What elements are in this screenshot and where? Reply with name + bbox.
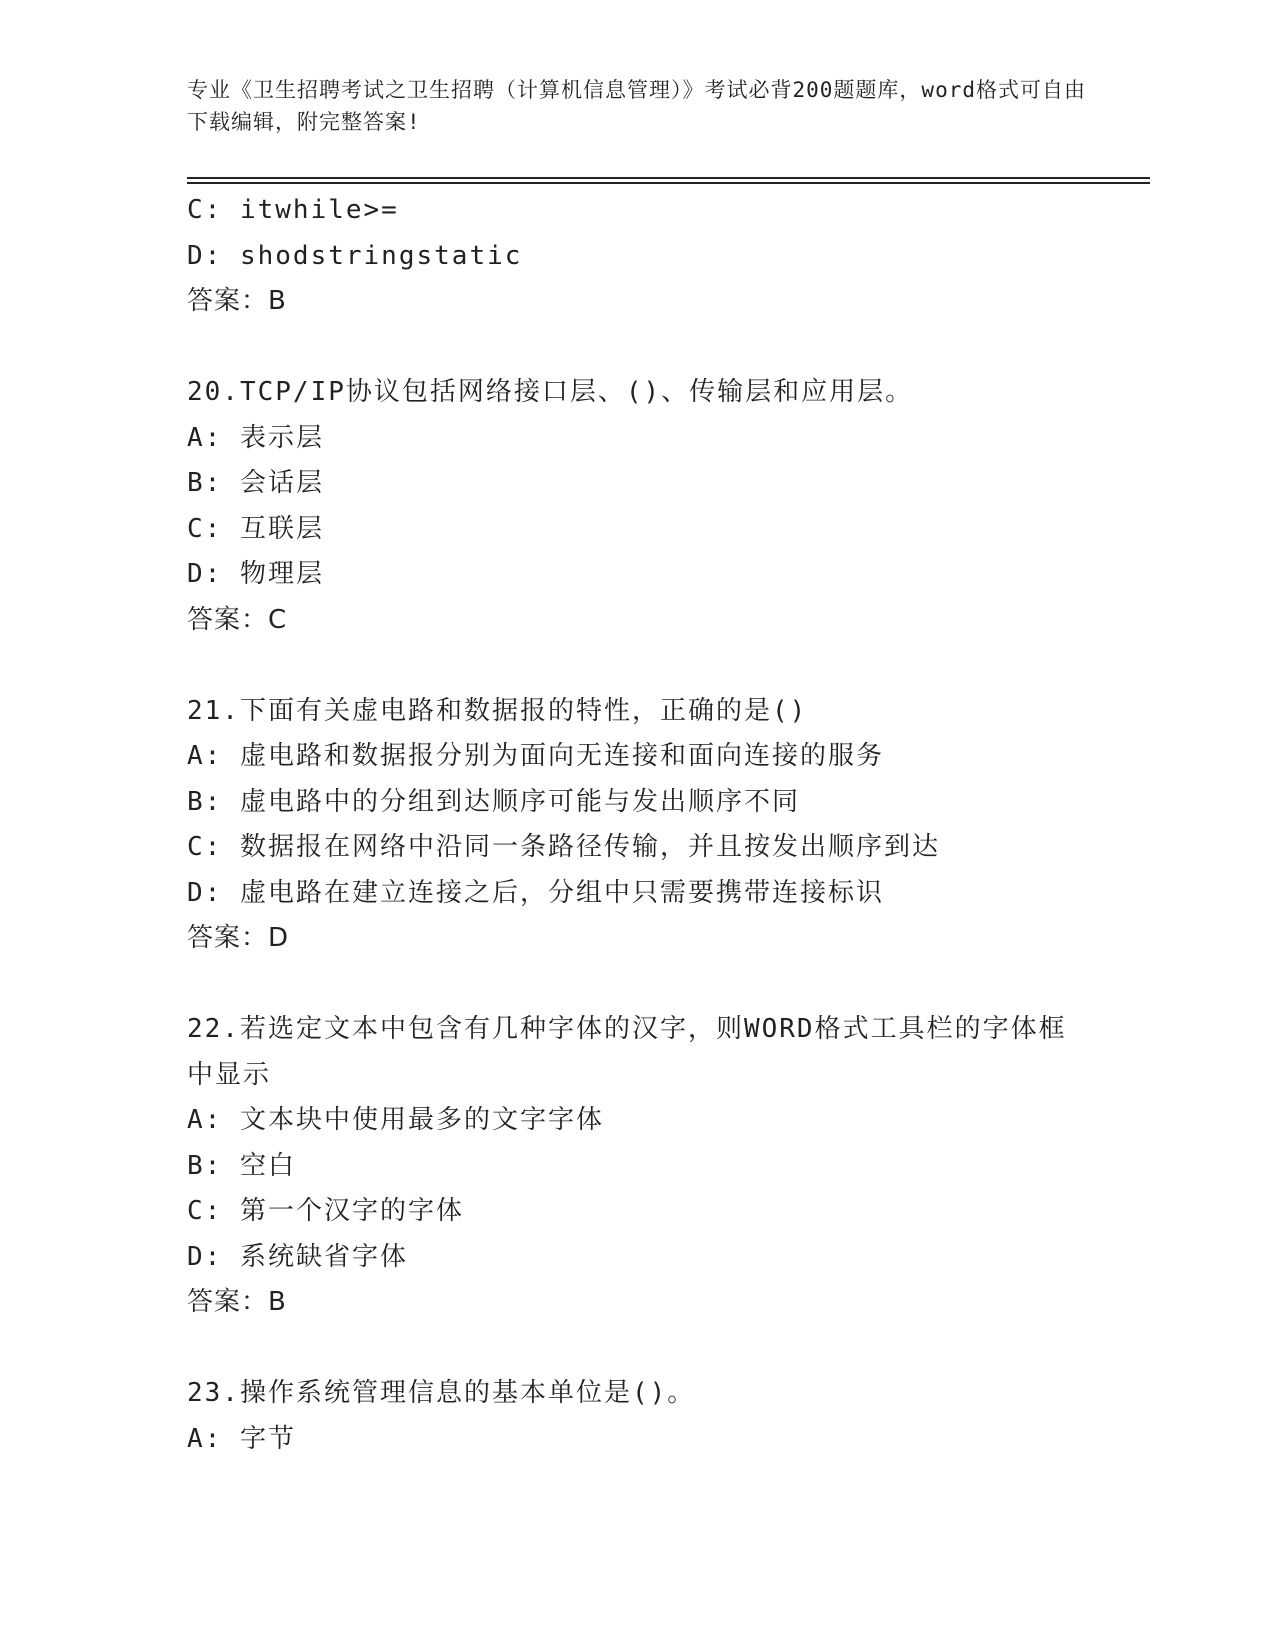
spacer: [187, 962, 1147, 1008]
option-c: C: 互联层: [187, 513, 324, 544]
answer: 答案：C: [187, 604, 288, 635]
question-22: [187, 1007, 1147, 1326]
question-title: 23.操作系统管理信息的基本单位是()。: [187, 1378, 696, 1408]
option-d: D: 系统缺省字体: [187, 1241, 408, 1272]
spacer: [187, 1326, 1147, 1372]
document-header: 专业《卫生招聘考试之卫生招聘（计算机信息管理）》考试必背200题题库，word格式可自由下载编辑，附完整答案!: [187, 78, 1086, 134]
option-a: A: 表示层: [187, 422, 324, 453]
question-21: [187, 689, 1147, 962]
option-b: B: 会话层: [187, 468, 324, 498]
question-title: 22.若选定文本中包含有几种字体的汉字，则WORD格式工具栏的字体框中显示: [187, 1014, 1067, 1090]
option-c: C: itwhile>=: [187, 195, 399, 225]
option-a: A: 字节: [187, 1423, 296, 1454]
option-d: D: 物理层: [187, 559, 324, 589]
option-a: A: 文本块中使用最多的文字字体: [187, 1105, 604, 1135]
answer: 答案：B: [187, 1287, 287, 1317]
question-list: [187, 188, 1147, 1462]
header-rule-bottom: [187, 182, 1150, 184]
answer: 答案：D: [187, 923, 290, 953]
option-c: C: 第一个汉字的字体: [187, 1196, 464, 1226]
spacer: [187, 643, 1147, 689]
option-a: A: 虚电路和数据报分别为面向无连接和面向连接的服务: [187, 741, 884, 771]
option-b: B: 虚电路中的分组到达顺序可能与发出顺序不同: [187, 786, 800, 817]
option-d: D: 虚电路在建立连接之后，分组中只需要携带连接标识: [187, 877, 884, 908]
option-c: C: 数据报在网络中沿同一条路径传输，并且按发出顺序到达: [187, 832, 940, 862]
question-20: [187, 370, 1147, 643]
header-rule-top: [187, 177, 1150, 179]
question-title: 21.下面有关虚电路和数据报的特性，正确的是(): [187, 695, 808, 726]
spacer: [187, 325, 1147, 371]
answer: 答案：B: [187, 286, 287, 316]
question-19-tail: [187, 188, 1147, 325]
option-d: D: shodstringstatic: [187, 240, 523, 271]
option-b: B: 空白: [187, 1150, 296, 1181]
question-title: 20.TCP/IP协议包括网络接口层、()、传输层和应用层。: [187, 377, 914, 407]
question-23: [187, 1371, 1147, 1462]
